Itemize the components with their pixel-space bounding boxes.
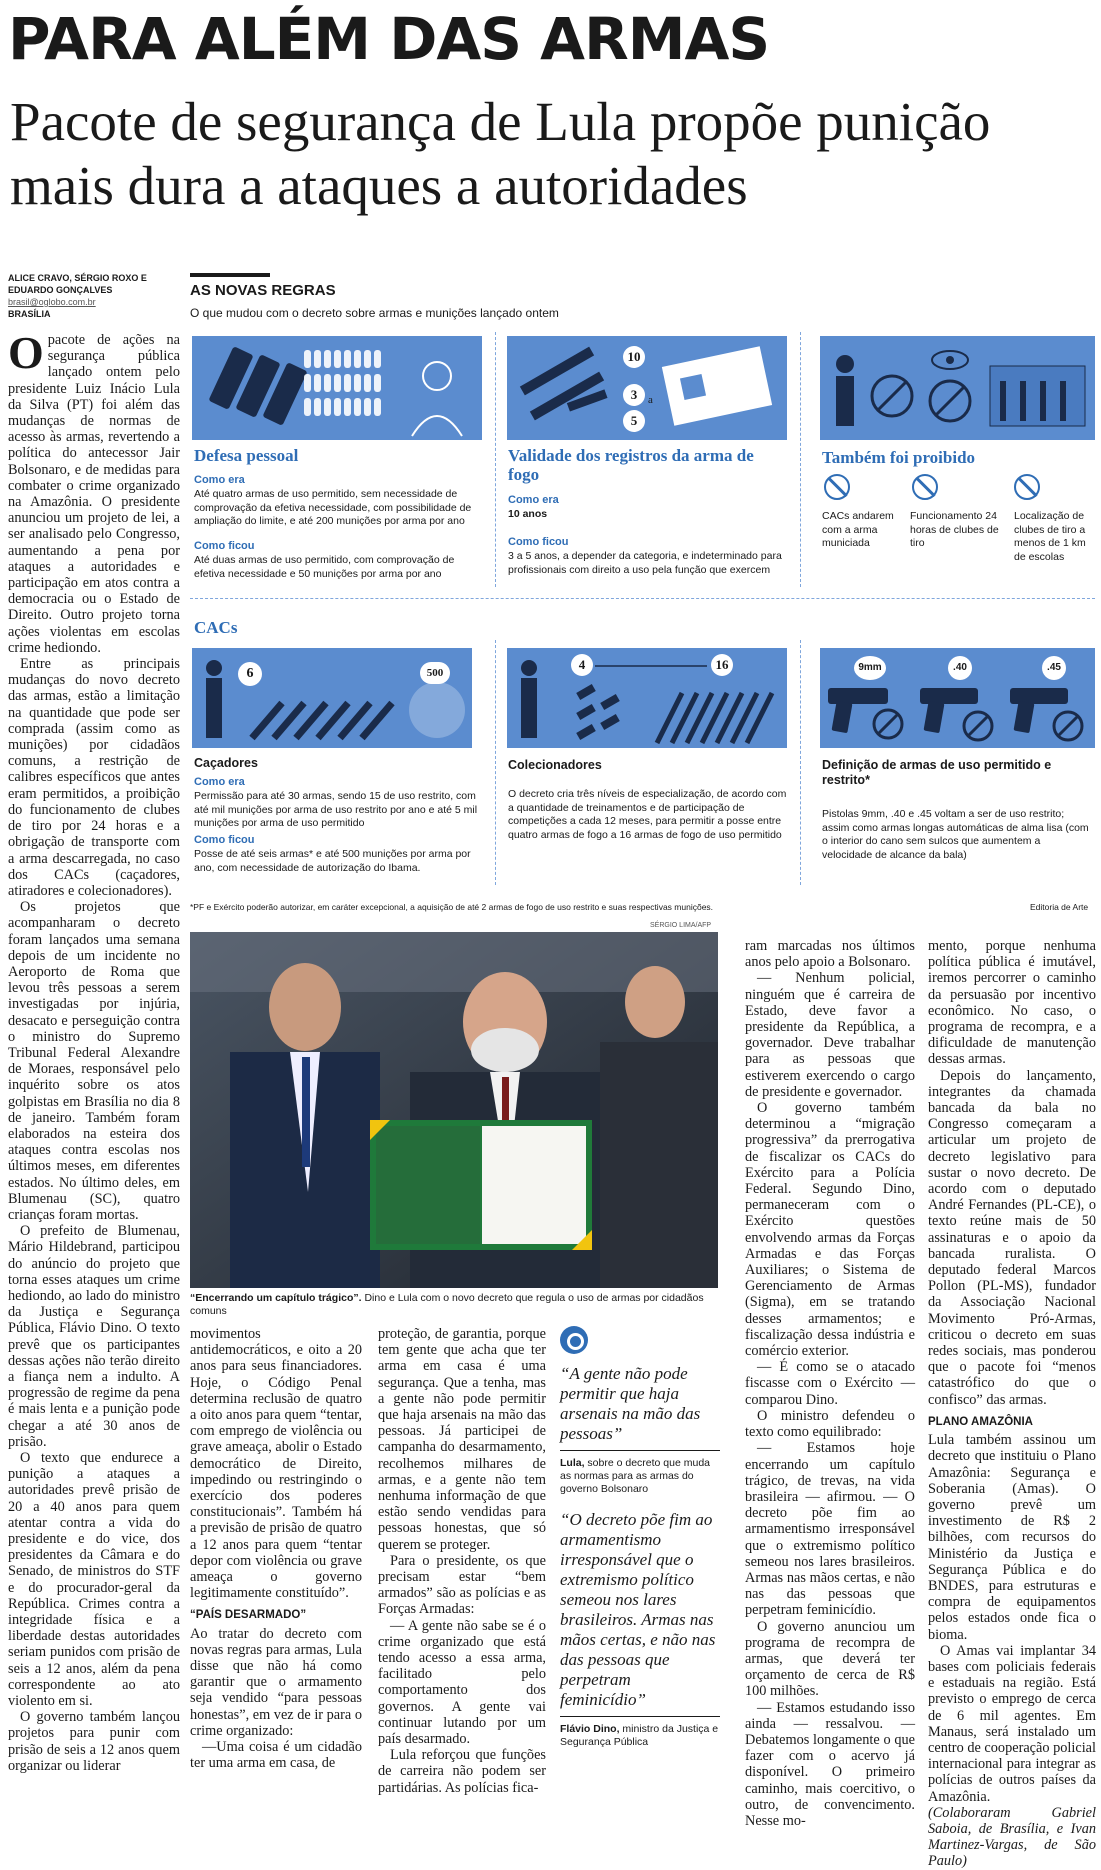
paragraph: Lula reforçou que funções de carreira não podem ser partidárias. As polícias fica-	[378, 1747, 546, 1796]
caliber-9mm: 9mm	[854, 656, 886, 680]
article-column-2	[190, 1326, 362, 1771]
paragraph: ram marcadas nos últimos anos pelo apoio a Bolsonaro.	[745, 938, 915, 971]
paragraph: Depois do lançamento, integrantes da chamada bancada da bala no Congresso começaram a articular um projeto de decreto legislativo para sustar o novo decreto. De acordo com o deputado André Fernandes (PL-CE), o texto reúne mais de 50 assinaturas e o apoio da bancada ruralista. O deputado federal Marcos Pollon (PL-MS), fundador da Associação Nacional Movimento Pró-Armas, criticou o decreto em suas redes sociais, mas ponderou que o pacote foi “menos catastrófico do que o confisco” das armas.	[928, 1067, 1096, 1408]
paragraph: O ministro defendeu o texto como equilibrado:	[745, 1407, 915, 1441]
article-column-5	[928, 938, 1096, 1870]
subhead-pais-desarmado: “PAÍS DESARMADO”	[190, 1609, 307, 1622]
validade-after-text: 3 a 5 anos, a depender da categoria, e indeterminado para profissionais com direito a uso pela função que exercem	[508, 550, 782, 576]
graphic-credit: Editoria de Arte	[1030, 902, 1089, 912]
cacadores-before-text: Permissão para até 30 armas, sendo 15 de uso restrito, com até mil munições por arma de uso restrito por ano e até 5 mil munições por arma de uso permitido	[194, 790, 478, 829]
paragraph: O texto que endurece a punição a ataques a autoridades prevê prisão de 20 a 40 anos para quem atentar contra a vida do presidente e do vice, dos presidentes da Câmara e do Senado, de ministros do STF e do procurador-geral da República. Crimes contra a integridade física e a liberdade destas autoridades seriam punidos com prisão de seis a 12 anos, além da pena correspondente ao ato violento em si.	[8, 1450, 180, 1710]
paragraph: mento, porque nenhuma política pública é imutável, iremos percorrer o caminho da persuasão por incentivo econômico. No caso, o programa de recompra, e a dificuldade de manutenção dessas armas.	[928, 938, 1096, 1068]
cacadores-illustration	[192, 648, 472, 748]
paragraph: O governo também determinou a “migração progressiva” da prerrogativa de fiscalizar os CACs do Exército para a Polícia Federal. Segundo Dino, permaneceram com o Exército questões envolvendo armas da Forças Armadas e das Forças Auxiliares; o Sistema de Gerenciamento de Armas (Sigma), em se tratando desses armamentos; e fiscalização dessa indústria e comércio exterior.	[745, 1100, 915, 1360]
definicao-illustration	[820, 648, 1095, 748]
graphic-subtitle: O que mudou com o decreto sobre armas e munições lançado ontem	[190, 306, 559, 320]
num-16: 16	[711, 654, 733, 676]
definicao-text: Pistolas 9mm, .40 e .45 voltam a ser de uso restrito; assim como armas longas automáticas de alma lisa (com o interior do cano sem sulcos que aumentem a velocidade de alcance da bala)	[822, 808, 1089, 861]
paragraph: —Uma coisa é um cidadão ter uma arma em casa, de	[190, 1739, 362, 1772]
quote-icon	[560, 1326, 588, 1354]
cacs-title: CACs	[194, 618, 238, 637]
paragraph: — Estamos estudando isso ainda — ressalvou. — Debatemos longamente o que fazer com o acervo já disponível. O primeiro caminho, mais coercitivo, o outro, de convencimento. Nesse mo-	[745, 1699, 915, 1829]
proibido-title: Também foi proibido	[822, 448, 976, 467]
rifles-document-icon	[507, 336, 787, 440]
cacadores-title: Caçadores	[194, 756, 258, 770]
num-3: 3	[623, 384, 645, 406]
cacadores-after-text: Posse de até seis armas* e até 500 munições por arma por ano, com necessidade de autorização do Ibama.	[194, 848, 471, 874]
cacadores-before-label: Como era	[194, 776, 245, 788]
validade-before-text: 10 anos	[508, 508, 548, 520]
article-column-3	[378, 1326, 546, 1796]
validade-title: Validade dos registros da arma de fogo	[508, 446, 754, 484]
lead-paragraph	[8, 327, 180, 656]
cacadores-after-label: Como ficou	[194, 834, 255, 846]
lead-text: pacote de ações na segurança pública lançado ontem pelo presidente Luiz Inácio Lula da Silva (PT) foi além das mudanças de normas de acesso às armas, revertendo a política do antecessor Jair Bolsonaro, e de medidas para combater o crime organizado na Amazônia. O presidente anunciou um projeto de lei, a ser analisado pelo Congresso, aumentando a pena por ataques a autoridades e participação em atos contra a democracia ou o Estado de Direito. Outro projeto torna ações violentas em escolas crime hediondo.	[8, 332, 180, 656]
paragraph: — Nenhum policial, ninguém que é carreira de Estado, deve favor a presidente da República, a governador. Deve trabalhar para as pessoas que estiverem exercendo o cargo de presidente e governador.	[745, 970, 915, 1100]
paragraph: O governo também lançou projetos para punir com prisão de seis a 12 anos quem organizar ou liderar	[8, 1709, 180, 1774]
caption-text: Dino e Lula com o novo decreto que regula o uso de armas por cidadãos comuns	[190, 1292, 704, 1317]
paragraph: Os projetos que acompanharam o decreto foram lançados uma semana depois de um incidente no Aeroporto de Roma que levou três pessoas a serem investigadas por injúria, desacato e perseguição contra o ministro do Supremo Tribunal Federal Alexandre de Moraes, responsável pelo inquérito sobre os atos golpistas em Brasília no dia 8 de janeiro. Também foram elaborados na esteira dos ataques contra escolas nos últimos meses, em diferentes estados. No último deles, em Blumenau (SC), quatro crianças foram mortas.	[8, 899, 180, 1223]
photo-caption	[190, 1292, 730, 1318]
headline: Pacote de segurança de Lula propõe punição mais dura a ataques a autoridades	[10, 91, 991, 216]
article-column-4	[745, 938, 915, 1829]
quote-dino: “O decreto põe fim ao armamentismo irresponsável que o extremismo político semeou nos lares brasileiros. Armas nas mãos certas, e não nas das pessoas que perpetram feminicídio”	[560, 1510, 716, 1709]
defesa-after-text: Até duas armas de uso permitido, com comprovação de efetiva necessidade e 50 munições por arma por ano	[194, 554, 455, 580]
collector-guns-icon	[507, 648, 787, 748]
graphic-title: AS NOVAS REGRAS	[190, 282, 336, 299]
prohibition-icons	[820, 336, 1095, 440]
proibido-item-1: CACs andarem com a arma municiada	[822, 510, 894, 549]
news-photo	[190, 932, 718, 1288]
proibido-illustration	[820, 336, 1095, 440]
proibido-item-2: Funcionamento 24 horas de clubes de tiro	[910, 510, 999, 549]
paragraph: O prefeito de Blumenau, Mário Hildebrand, participou do anúncio do projeto que torna esses ataques um crime hediondo, ao lado do ministro da Justiça e Segurança Pública, Flávio Dino. O texto prevê que os participantes dessas ações não terão direito a fiança nem a indulto. A progressão de regime da pena é mais lenta e a punição pode chegar a até 30 anos de prisão.	[8, 1223, 180, 1450]
quote-lula: “A gente não pode permitir que haja arsenais na mão das pessoas”	[560, 1364, 701, 1443]
drop-cap: O	[8, 327, 44, 378]
paragraph: O Amas vai implantar 34 bases com policiais federais e estaduais na região. Está previsto o emprego de cerca de 6 mil agentes. Em Manaus, será instalado um centro de cooperação policial internacional para integrar as polícias de outros países da Amazônia.	[928, 1642, 1096, 1805]
definicao-title: Definição de armas de uso permitido e restrito*	[822, 758, 1052, 787]
photo-dino-lula-decree	[190, 932, 718, 1288]
proibido-item-3: Localização de clubes de tiro a menos de 1 km de escolas	[1014, 510, 1086, 563]
paragraph: Entre as principais mudanças do novo decreto das armas, estão a limitação na quantidade que pode ser comprada (assim como as munições) por cidadãos comuns, a restrição de calibres específicos que antes eram permitidos, a proibição do funcionamento de clubes de tiro por 24 horas e a obrigação de transporte com a arma descarregada, no caso dos CACs (caçadores, atiradores e colecionadores).	[8, 656, 180, 899]
ban-icon	[824, 474, 850, 500]
quote-dino-attribution: Flávio Dino, ministro da Justiça e Segurança Pública	[560, 1716, 720, 1749]
defesa-after-label: Como ficou	[194, 540, 255, 552]
paragraph: movimentos antidemocráticos, e oito a 20 anos para seus financiadores. Hoje, o Código Penal determina reclusão de quatro a oito anos para quem “tentar, com emprego de violência ou grave ameaça, abolir o Estado democrático de Direito, impedindo ou restringindo o exercício dos poderes constitucionais”. Também há a previsão de prisão de quatro a 12 anos para quem “tentar depor com violência ou grave ameaça o governo legitimamente constituído”.	[190, 1326, 362, 1602]
num-10: 10	[623, 346, 645, 368]
subhead-plano-amazonia: PLANO AMAZÔNIA	[928, 1415, 1033, 1428]
quote-lula-attribution: Lula, sobre o decreto que muda as normas para as armas do governo Bolsonaro	[560, 1450, 720, 1496]
defesa-illustration	[192, 336, 482, 440]
quote-box	[560, 1326, 720, 1763]
photo-credit: SÉRGIO LIMA/AFP	[650, 922, 712, 929]
article-column-1	[8, 327, 180, 1774]
validade-after-label: Como ficou	[508, 536, 569, 548]
ban-icon	[1014, 474, 1040, 500]
caliber-40: .40	[948, 656, 972, 680]
paragraph: Ao tratar do decreto com novas regras para armas, Lula disse que não há como garantir que o armamento seja vendido “para pessoas honestas”, em vez de ir para o crime organizado:	[190, 1625, 362, 1739]
byline-names: ALICE CRAVO, SÉRGIO ROXO E EDUARDO GONÇALVES	[8, 273, 147, 295]
graphic-footnote: *PF e Exército poderão autorizar, em caráter excepcional, a aquisição de até 2 armas de fogo de uso restrito e suas respectivas munições.	[190, 902, 714, 912]
num-4: 4	[571, 654, 593, 676]
defesa-before-text: Até quatro armas de uso permitido, sem necessidade de comprovação da efetiva necessidade, com possibilidade de ampliação do limite, e até 200 munições por arma por ano	[194, 488, 472, 527]
defesa-title: Defesa pessoal	[194, 446, 299, 465]
colecionadores-illustration	[507, 648, 787, 748]
ban-icon	[912, 474, 938, 500]
paragraph: proteção, de garantia, porque tem gente que acha que ter arma em casa é uma segurança. Que a tenha, mas a gente não pode permitir que haja arsenais na mão das pessoas. Já participei de campanha do desarmamento, recolhemos milhares de armas, e a gente não tem nenhuma informação de que estão sendo vendidas para pessoas honestas, que só querem se proteger.	[378, 1326, 546, 1553]
num-a: a	[648, 394, 653, 406]
paragraph: O governo anunciou um programa de recompra de armas, que deverá ter orçamento de cerca de R$ 100 milhões.	[745, 1618, 915, 1700]
caption-lead: “Encerrando um capítulo trágico”.	[190, 1292, 362, 1304]
colecionadores-title: Colecionadores	[508, 758, 602, 772]
paragraph: — Estamos hoje encerrando um capítulo trágico, de trevas, na vida brasileira — afirmou. — O decreto põe fim ao armamentismo irresponsável que o extremismo político semeou nos lares brasileiros. Armas nas mãos certas, e não nas das pessoas que perpetram feminicídio.	[745, 1440, 915, 1619]
validade-illustration	[507, 336, 787, 440]
num-5: 5	[623, 410, 645, 432]
kicker: PARA ALÉM DAS ARMAS	[8, 5, 770, 73]
contributors: (Colaboraram Gabriel Saboia, de Brasília, e Ivan Martinez-Vargas, de São Paulo)	[928, 1804, 1096, 1870]
paragraph: — É como se o atacado fiscasse com o Exército — comparou Dino.	[745, 1359, 915, 1408]
paragraph: Para o presidente, os que precisam estar “bem armados” são as polícias e as Forças Armadas:	[378, 1552, 546, 1618]
byline-city: BRASÍLIA	[8, 309, 51, 319]
pistols-ammo-icon	[192, 336, 482, 440]
paragraph: — A gente não sabe se é o crime organizado que está tendo acesso a essa arma, facilitado pelo comportamento dos governos. A gente vai continuar lutando por um país desarmado.	[378, 1617, 546, 1748]
num-6: 6	[238, 662, 262, 686]
num-500: 500	[420, 662, 450, 684]
paragraph: Lula também assinou um decreto que instituiu o Plano Amazônia: Segurança e Soberania (Amas). O governo prevê um investimento de R$ 2 bilhões, com recursos do Ministério da Justiça e Segurança Pública e do BNDES, para estruturas e compra de equipamentos pelos estados onde fica o bioma.	[928, 1432, 1096, 1643]
defesa-before-label: Como era	[194, 474, 245, 486]
validade-before-label: Como era	[508, 494, 559, 506]
colecionadores-text: O decreto cria três níveis de especialização, de acordo com a quantidade de treinamentos e de participação de competições a cada 12 meses, para permitir a posse entre quatro armas de fogo a 16 armas de fogo de uso permitido	[508, 788, 787, 841]
caliber-45: .45	[1042, 656, 1066, 680]
byline-email[interactable]: brasil@oglobo.com.br	[8, 297, 96, 307]
byline	[8, 272, 158, 320]
